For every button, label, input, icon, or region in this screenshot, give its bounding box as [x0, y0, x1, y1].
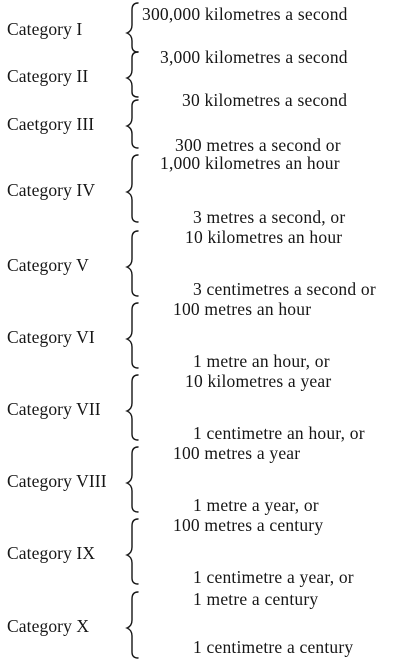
speed-value: 3 metres a second, or [193, 207, 346, 227]
speed-value: 300 metres a second or [175, 135, 341, 155]
speed-value: 1 metre a century [193, 589, 319, 609]
category-label: Category V [7, 255, 89, 275]
speed-value: 100 metres an hour [173, 299, 312, 319]
curly-brace-icon [127, 303, 138, 368]
curly-brace-icon [127, 592, 138, 658]
curly-brace-icon [127, 3, 138, 52]
category-label: Category X [7, 616, 90, 636]
category-label: Category IV [7, 180, 96, 200]
category-label: Caetgory III [7, 114, 95, 134]
speed-value: 3,000 kilometres a second [160, 47, 348, 67]
speed-value: 10 kilometres an hour [185, 227, 343, 247]
curly-brace-icon [127, 231, 138, 296]
curly-brace-icon [127, 100, 138, 148]
speed-value: 100 metres a century [173, 515, 324, 535]
category-label: Category IX [7, 543, 96, 563]
speed-value: 1 centimetre a century [193, 637, 354, 657]
category-label: Category II [7, 66, 89, 86]
category-label: Category VII [7, 399, 101, 419]
curly-brace-icon [127, 52, 138, 97]
speed-value: 100 metres a year [173, 443, 301, 463]
category-label: Category I [7, 19, 83, 39]
speed-value: 1 centimetre an hour, or [193, 423, 365, 443]
curly-brace-icon [127, 375, 138, 440]
speed-value: 1 centimetre a year, or [193, 567, 354, 587]
curly-brace-icon [127, 155, 138, 222]
curly-brace-icon [127, 447, 138, 512]
category-label: Category VI [7, 327, 95, 347]
speed-value: 3 centimetres a second or [193, 279, 376, 299]
category-label: Category VIII [7, 471, 107, 491]
speed-value: 300,000 kilometres a second [142, 4, 348, 24]
speed-value: 30 kilometres a second [182, 90, 348, 110]
speed-value: 1 metre a year, or [193, 495, 319, 515]
speed-value: 10 kilometres a year [185, 371, 332, 391]
speed-value: 1 metre an hour, or [193, 351, 330, 371]
speed-value: 1,000 kilometres an hour [160, 153, 340, 173]
curly-brace-icon [127, 519, 138, 584]
